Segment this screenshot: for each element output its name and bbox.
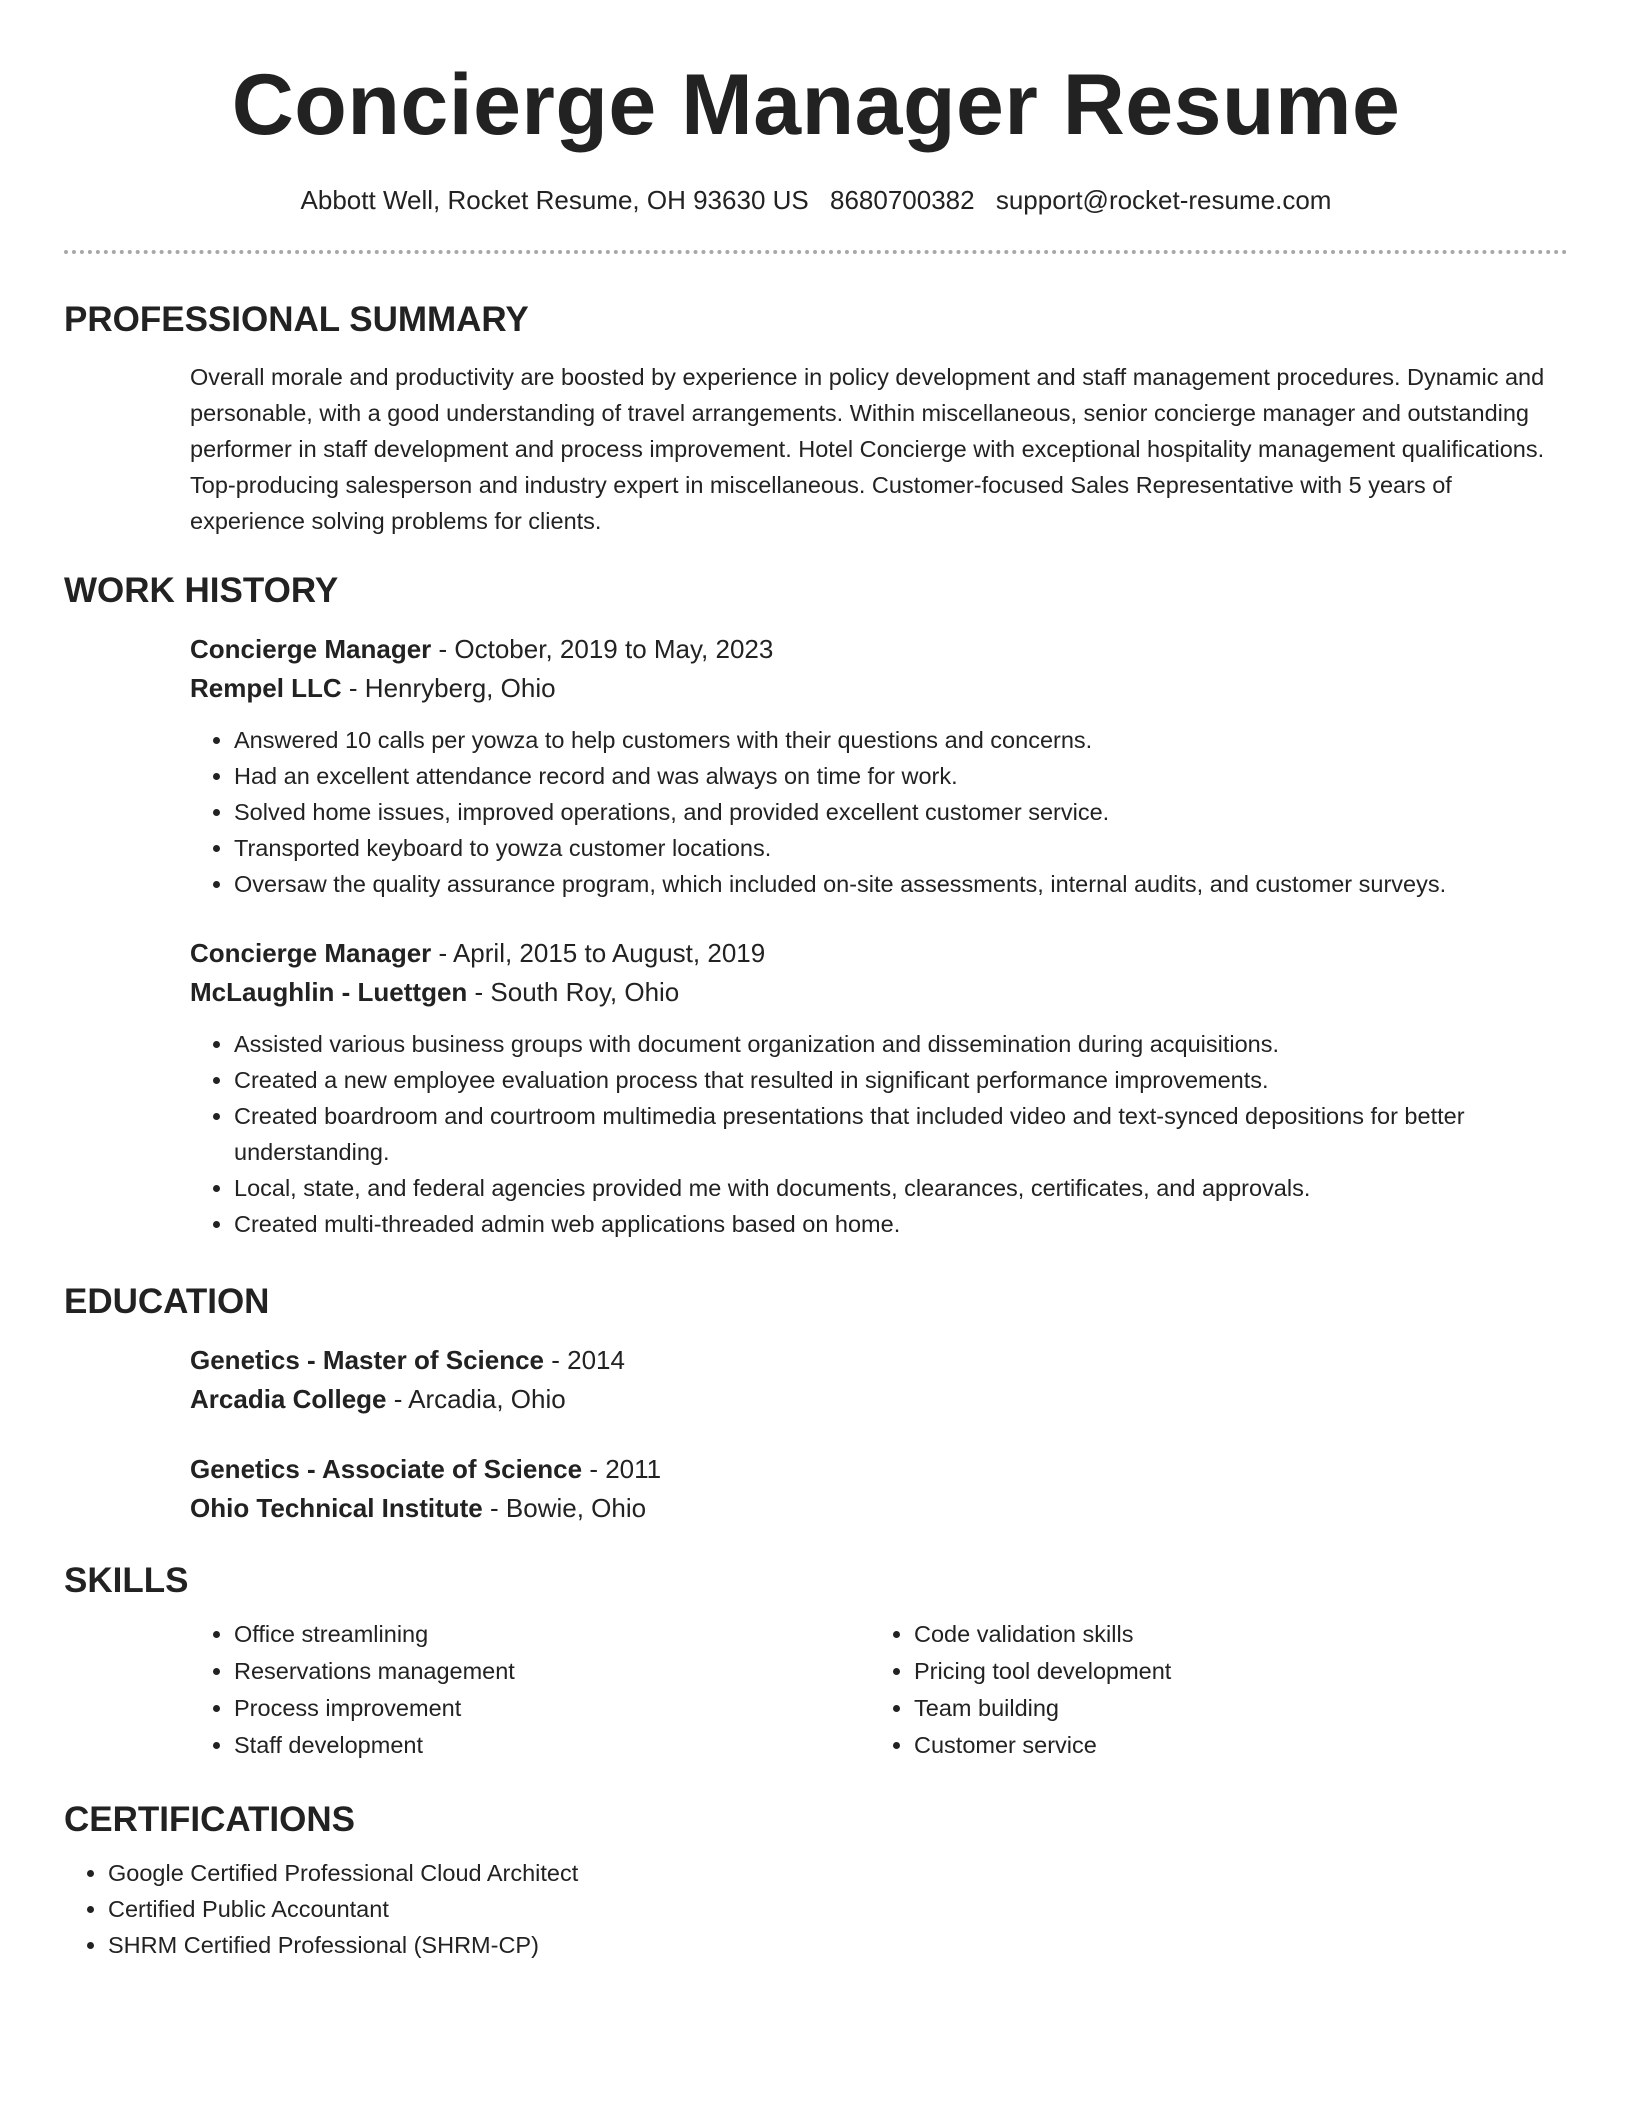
education-entry xyxy=(190,1450,1568,1528)
list-item: • Created boardroom and courtroom multimedia presentations that included video and text-synced depositions for better understanding. xyxy=(234,1098,1568,1170)
certifications-list xyxy=(64,1855,1568,1963)
summary-section xyxy=(64,299,1568,539)
job-company-line xyxy=(190,973,1568,1012)
job-location: - South Roy, Ohio xyxy=(467,977,680,1007)
resume-title: Concierge Manager Resume xyxy=(231,57,1401,153)
job-dates: - October, 2019 to May, 2023 xyxy=(431,634,774,664)
job-entry xyxy=(190,934,1568,1242)
list-item: • Process improvement xyxy=(234,1690,870,1727)
school-location: - Arcadia, Ohio xyxy=(386,1384,566,1414)
job-location: - Henryberg, Ohio xyxy=(341,673,556,703)
education-heading: EDUCATION xyxy=(64,1282,270,1321)
school: Ohio Technical Institute xyxy=(190,1493,483,1523)
list-item: • Team building xyxy=(914,1690,1550,1727)
skills-heading: SKILLS xyxy=(64,1561,189,1600)
list-item: • Transported keyboard to yowza customer locations. xyxy=(234,830,1568,866)
job-dates: - April, 2015 to August, 2019 xyxy=(431,938,766,968)
list-item: • Created a new employee evaluation process that resulted in significant performance improvements. xyxy=(234,1062,1568,1098)
list-item: • Office streamlining xyxy=(234,1616,870,1653)
certifications-heading: CERTIFICATIONS xyxy=(64,1800,356,1839)
list-item: • Certified Public Accountant xyxy=(108,1891,1568,1927)
list-item: • Answered 10 calls per yowza to help customers with their questions and concerns. xyxy=(234,722,1568,758)
skills-columns xyxy=(190,1616,1568,1764)
list-item: • Pricing tool development xyxy=(914,1653,1550,1690)
contact-email: support@rocket-resume.com xyxy=(995,185,1332,215)
job-title-line xyxy=(190,630,1568,669)
work-history-section xyxy=(64,570,1568,1242)
skills-section xyxy=(64,1560,1568,1764)
contact-address: Abbott Well, Rocket Resume, OH 93630 US xyxy=(300,185,809,215)
job-title-line xyxy=(190,934,1568,973)
summary-text: Overall morale and productivity are boosted by experience in policy development and staff management procedures. Dynamic and personable, with a good understanding of travel arrangements. Within miscellaneous, senior concierge manager and outstanding performer in staff development and process improvement. Hotel Concierge with exceptional hospitality management qualifications. Top-producing salesperson and industry expert in miscellaneous. Customer-focused Sales Representative with 5 years of experience solving problems for clients. xyxy=(190,364,1545,534)
job-bullets xyxy=(190,722,1568,902)
list-item: • SHRM Certified Professional (SHRM-CP) xyxy=(108,1927,1568,1963)
skills-list-right xyxy=(870,1616,1550,1764)
list-item: • Customer service xyxy=(914,1727,1550,1764)
list-item: • Reservations management xyxy=(234,1653,870,1690)
resume-page xyxy=(64,0,1568,1958)
education-section xyxy=(64,1281,1568,1528)
job-company: McLaughlin - Luettgen xyxy=(190,977,468,1007)
list-item: • Created multi-threaded admin web applications based on home. xyxy=(234,1206,1568,1242)
job-bullets xyxy=(190,1026,1568,1242)
certifications-section xyxy=(64,1799,1568,1963)
school-line xyxy=(190,1380,1568,1419)
contact-phone: 8680700382 xyxy=(829,185,975,215)
job-company-line xyxy=(190,669,1568,708)
list-item: • Code validation skills xyxy=(914,1616,1550,1653)
degree-year: - 2014 xyxy=(544,1345,625,1375)
list-item: • Staff development xyxy=(234,1727,870,1764)
contact-info xyxy=(64,184,1568,216)
skills-list-left xyxy=(190,1616,870,1764)
job-title: Concierge Manager xyxy=(190,938,432,968)
list-item: • Assisted various business groups with document organization and dissemination during acquisitions. xyxy=(234,1026,1568,1062)
school-line xyxy=(190,1489,1568,1528)
school-location: - Bowie, Ohio xyxy=(482,1493,647,1523)
work-history-heading: WORK HISTORY xyxy=(64,571,339,610)
degree: Genetics - Master of Science xyxy=(190,1345,545,1375)
degree-line xyxy=(190,1341,1568,1380)
header-divider xyxy=(64,250,1568,254)
degree-line xyxy=(190,1450,1568,1489)
list-item: • Had an excellent attendance record and was always on time for work. xyxy=(234,758,1568,794)
summary-heading: PROFESSIONAL SUMMARY xyxy=(64,300,529,339)
list-item: • Google Certified Professional Cloud Architect xyxy=(108,1855,1568,1891)
job-company: Rempel LLC xyxy=(190,673,342,703)
list-item: • Oversaw the quality assurance program, which included on-site assessments, internal audits, and customer surveys. xyxy=(234,866,1568,902)
degree-year: - 2011 xyxy=(582,1454,662,1484)
job-title: Concierge Manager xyxy=(190,634,432,664)
school: Arcadia College xyxy=(190,1384,387,1414)
degree: Genetics - Associate of Science xyxy=(190,1454,583,1484)
list-item: • Solved home issues, improved operations, and provided excellent customer service. xyxy=(234,794,1568,830)
education-entry xyxy=(190,1341,1568,1419)
list-item: • Local, state, and federal agencies provided me with documents, clearances, certificates, and approvals. xyxy=(234,1170,1568,1206)
job-entry xyxy=(190,630,1568,902)
